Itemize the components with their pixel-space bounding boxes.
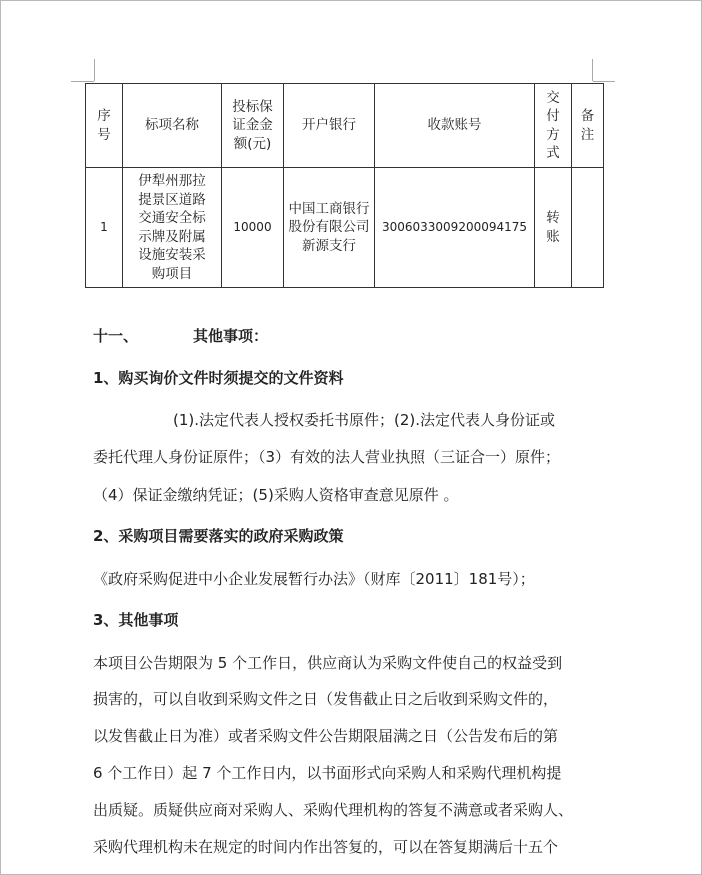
sub3-line-2: 损害的，可以自收到采购文件之日（发售截止日之后收到采购文件的，: [93, 690, 559, 708]
cell-deposit: 10000: [222, 168, 284, 288]
section-number: 十一、: [93, 327, 139, 345]
sub3-line-6: 采购代理机构未在规定的时间内作出答复的，可以在答复期满后十五个: [93, 838, 559, 856]
sub1-heading: 1、购买询价文件时须提交的文件资料: [93, 369, 344, 387]
sub1-line1: (1).法定代表人授权委托书原件；(2).法定代表人身份证或: [173, 411, 556, 429]
sub3-line-3: 以发售截止日为准）或者采购文件公告期限届满之日（公告发布后的第: [93, 727, 559, 745]
section-title: 其他事项：: [193, 327, 269, 345]
cell-payment: 转账: [535, 168, 572, 288]
deposit-table: [85, 83, 604, 288]
sub1-line2: 委托代理人身份证原件；（3）有效的法人营业执照（三证合一）原件；: [93, 448, 561, 466]
sub3-line-1: 本项目公告期限为 5 个工作日，供应商认为采购文件使自己的权益受到: [93, 654, 563, 672]
crop-mark-top-right-h: [593, 81, 615, 82]
sub3-line-4: 6 个工作日）起 7 个工作日内，以书面形式向采购人和采购代理机构提: [93, 764, 562, 782]
cell-account: 3006033009200094175: [375, 168, 535, 288]
sub2-heading: 2、采购项目需要落实的政府采购政策: [93, 527, 344, 545]
sub3-line-5: 出质疑。质疑供应商对采购人、采购代理机构的答复不满意或者采购人、: [93, 801, 574, 819]
sub3-heading: 3、其他事项: [93, 611, 179, 629]
sub1-line3: （4）保证金缴纳凭证；(5)采购人资格审查意见原件 。: [93, 486, 459, 504]
cell-remark: [572, 168, 604, 288]
crop-mark-top-right-v: [592, 59, 593, 81]
header-remark: 备注: [572, 84, 604, 168]
table-header-row: [86, 84, 604, 168]
crop-mark-top-left-v: [94, 59, 95, 81]
header-item-name: 标项名称: [123, 84, 222, 168]
table-row: [86, 168, 604, 288]
header-bank: 开户银行: [284, 84, 375, 168]
cell-bank: 中国工商银行股份有限公司新源支行: [284, 168, 375, 288]
cell-index: 1: [86, 168, 123, 288]
cell-item-name: 伊犁州那拉提景区道路交通安全标示牌及附属设施安装采购项目: [123, 168, 222, 288]
header-index: 序号: [86, 84, 123, 168]
header-deposit: 投标保证金金额(元): [222, 84, 284, 168]
crop-mark-top-left-h: [71, 81, 94, 82]
header-account: 收款账号: [375, 84, 535, 168]
header-payment: 交付方式: [535, 84, 572, 168]
sub2-text: 《政府采购促进中小企业发展暂行办法》（财库〔2011〕181号）；: [93, 570, 535, 588]
